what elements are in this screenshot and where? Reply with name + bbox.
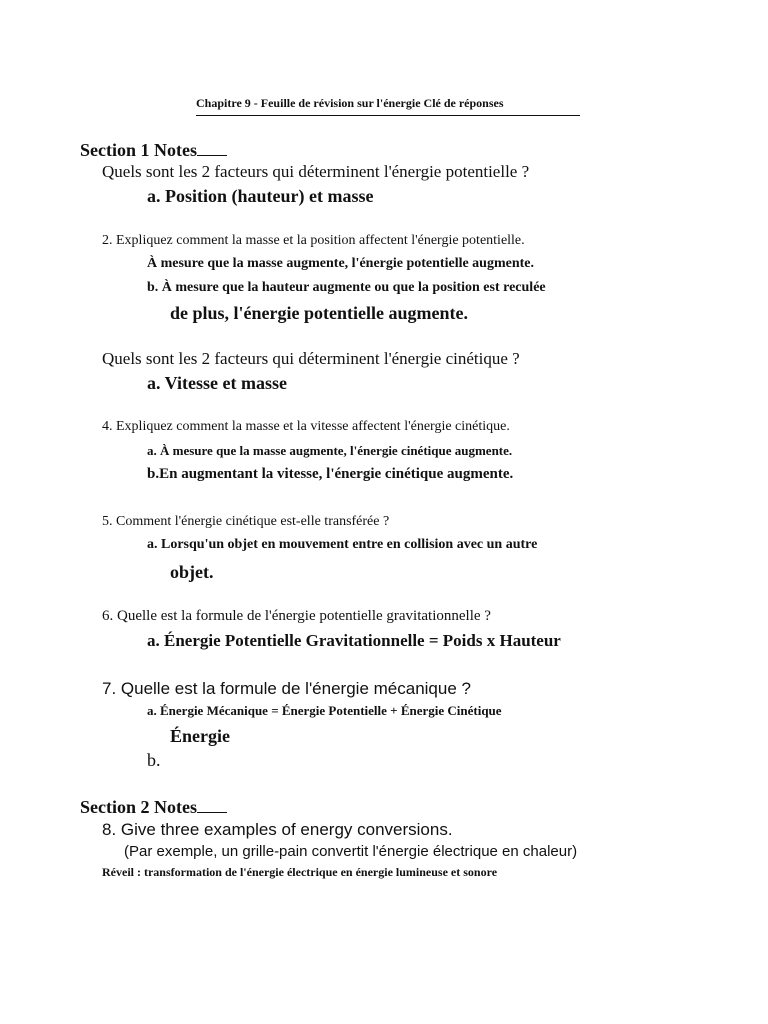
answer-7b: b. (147, 750, 161, 770)
answer-5-line1: a. Lorsqu'un objet en mouvement entre en collision avec un autre (147, 537, 538, 552)
answer-2b-line1: b. À mesure que la hauteur augmente ou que la position est reculée (147, 280, 546, 295)
answer-7a: a. Énergie Mécanique = Énergie Potentielle + Énergie Cinétique (147, 703, 502, 718)
answer-7a-continued: Énergie (170, 726, 230, 746)
question-7: 7. Quelle est la formule de l'énergie mécanique ? (102, 679, 471, 698)
question-2: 2. Expliquez comment la masse et la position affectent l'énergie potentielle. (102, 233, 525, 248)
section-2-heading (80, 797, 227, 818)
question-1: Quels sont les 2 facteurs qui déterminent l'énergie potentielle ? (102, 162, 530, 181)
answer-6: a. Énergie Potentielle Gravitationnelle = Poids x Hauteur (147, 631, 561, 650)
section-2-title: Section 2 Notes (80, 797, 197, 817)
section-1-title: Section 1 Notes (80, 140, 197, 160)
header-underline (196, 115, 580, 116)
section-1-blank-line (197, 141, 227, 156)
question-5: 5. Comment l'énergie cinétique est-elle transférée ? (102, 514, 390, 529)
answer-8: Réveil : transformation de l'énergie électrique en énergie lumineuse et sonore (102, 865, 498, 879)
answer-4b: b.En augmentant la vitesse, l'énergie cinétique augmente. (147, 466, 514, 482)
question-3: Quels sont les 2 facteurs qui déterminent l'énergie cinétique ? (102, 349, 520, 368)
page-header-title: Chapitre 9 - Feuille de révision sur l'énergie Clé de réponses (196, 96, 504, 110)
section-2-blank-line (197, 798, 227, 813)
question-6: 6. Quelle est la formule de l'énergie potentielle gravitationnelle ? (102, 608, 491, 624)
section-1-heading (80, 140, 227, 161)
answer-3: a. Vitesse et masse (147, 373, 287, 393)
answer-4a: a. À mesure que la masse augmente, l'énergie cinétique augmente. (147, 443, 513, 458)
question-4: 4. Expliquez comment la masse et la vitesse affectent l'énergie cinétique. (102, 419, 510, 434)
question-8-example: (Par exemple, un grille-pain convertit l'énergie électrique en chaleur) (124, 843, 578, 860)
answer-2a: À mesure que la masse augmente, l'énergie potentielle augmente. (147, 256, 535, 271)
question-8: 8. Give three examples of energy conversions. (102, 820, 453, 839)
answer-5-line2: objet. (170, 562, 214, 582)
answer-2b-line2: de plus, l'énergie potentielle augmente. (170, 303, 468, 323)
answer-1: a. Position (hauteur) et masse (147, 186, 374, 206)
